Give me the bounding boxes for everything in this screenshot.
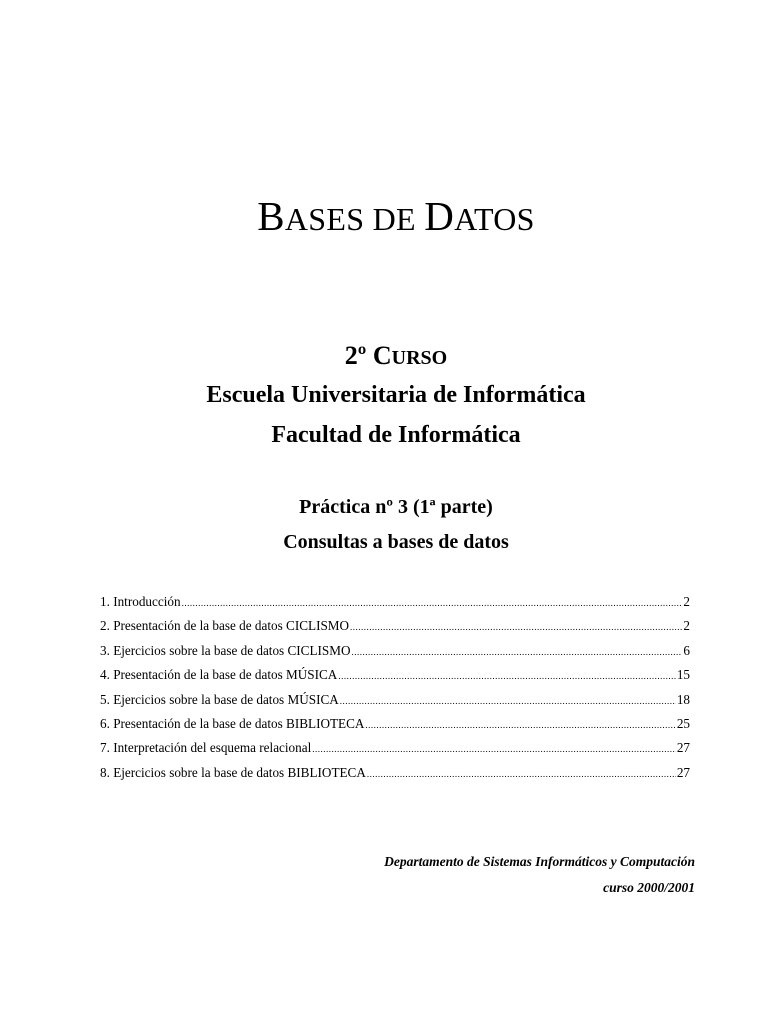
toc-leader-dots <box>312 739 676 759</box>
course-rest: URSO <box>391 347 448 369</box>
toc-entry-page: 27 <box>676 764 690 780</box>
course-heading <box>12 340 768 374</box>
practice-title: Práctica nº 3 (1ª parte) <box>299 496 493 518</box>
toc-entry[interactable] <box>100 763 690 787</box>
toc-entry-page: 6 <box>683 642 690 658</box>
toc-entry-label: 1. Introducción <box>100 594 181 609</box>
toc-entry[interactable] <box>100 665 690 689</box>
toc-entry-page: 2 <box>683 594 690 609</box>
title-rest-ases: ASES <box>284 201 373 237</box>
toc-entry[interactable] <box>100 592 690 616</box>
toc-leader-dots <box>340 691 676 711</box>
toc-entry[interactable] <box>100 641 690 665</box>
toc-entry[interactable] <box>100 690 690 714</box>
toc-entry-label: 3. Ejercicios sobre la base de datos CICLISMO <box>100 642 351 658</box>
toc-leader-dots <box>365 715 675 735</box>
academic-year: curso 2000/2001 <box>603 880 695 895</box>
toc-entry[interactable] <box>100 616 690 640</box>
toc-entry-page: 25 <box>676 715 690 731</box>
title-initial-b: B <box>257 193 285 239</box>
document-title <box>12 191 768 244</box>
toc-entry-label: 4. Presentación de la base de datos MÚSICA <box>100 667 338 683</box>
toc-entry-label: 6. Presentación de la base de datos BIBLIOTECA <box>100 715 365 731</box>
title-initial-d: D <box>424 193 455 239</box>
toc-leader-dots <box>352 642 683 662</box>
toc-leader-dots <box>350 617 682 637</box>
school-name: Escuela Universitaria de Informática <box>206 382 586 408</box>
title-word-de: DE <box>372 201 425 237</box>
practice-subtitle: Consultas a bases de datos <box>283 531 509 553</box>
toc-leader-dots <box>182 593 683 613</box>
toc-entry-page: 18 <box>676 691 690 707</box>
toc-entry-page: 2 <box>683 618 690 634</box>
department-name: Departamento de Sistemas Informáticos y Computación <box>384 854 695 869</box>
toc-entry-label: 8. Ejercicios sobre la base de datos BIBLIOTECA <box>100 764 366 780</box>
toc-entry[interactable] <box>100 714 690 738</box>
toc-entry-page: 15 <box>676 667 690 683</box>
toc-entry-page: 27 <box>676 740 690 756</box>
toc-entry-label: 7. Interpretación del esquema relacional <box>100 740 312 756</box>
course-number: 2º <box>344 341 373 370</box>
toc-leader-dots <box>338 666 675 686</box>
toc-entry[interactable] <box>100 738 690 762</box>
toc-entry-label: 5. Ejercicios sobre la base de datos MÚSICA <box>100 691 339 707</box>
table-of-contents <box>100 592 690 787</box>
toc-leader-dots <box>367 764 676 784</box>
title-rest-atos: ATOS <box>454 201 535 237</box>
toc-entry-label: 2. Presentación de la base de datos CICLISMO <box>100 618 350 634</box>
faculty-name: Facultad de Informática <box>271 422 521 448</box>
course-initial: C <box>372 341 392 370</box>
